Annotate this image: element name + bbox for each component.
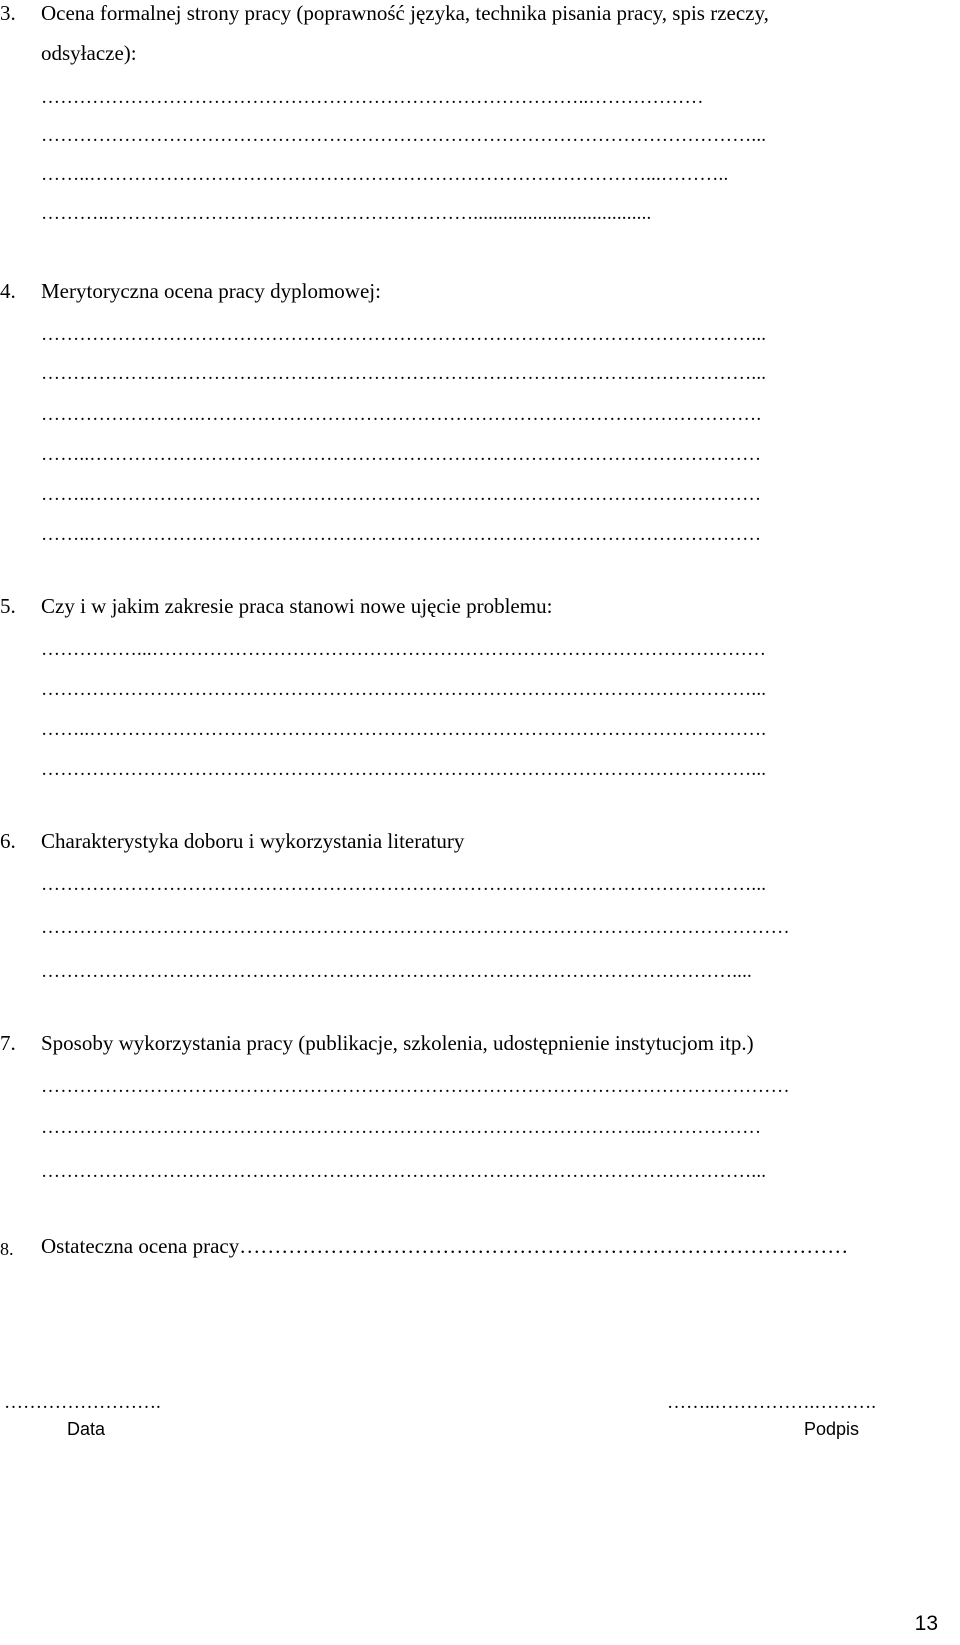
date-line[interactable]: ……………………. (4, 1392, 161, 1413)
section-title: Ocena formalnej strony pracy (poprawność języka, technika pisania pracy, spis rzeczy, (41, 1, 769, 25)
section-3-continuation: odsyłacze): (41, 41, 137, 65)
answer-line[interactable]: ……………………………………………………………………………………………………… (41, 918, 790, 938)
signature-line[interactable]: ……..…………….………. (667, 1392, 876, 1413)
answer-line[interactable]: …………………………………………………………………………………………………... (41, 875, 767, 895)
page-number: 13 (914, 1612, 938, 1635)
answer-line[interactable]: ………..………………………………………………….................................... (41, 204, 652, 224)
section-title: Sposoby wykorzystania pracy (publikacje, szkolenia, udostępnienie instytucjom itp.) (41, 1031, 754, 1055)
date-label: Data (67, 1419, 106, 1439)
answer-line[interactable]: …………………………………………………………………………………………………... (41, 325, 767, 345)
section-title: Ostateczna ocena pracy…………………………………………………………………………… (41, 1234, 849, 1258)
section-title: Merytoryczna ocena pracy dyplomowej: (41, 279, 381, 303)
answer-line[interactable]: …………………………………………………………………………………..……………… (41, 1118, 762, 1138)
answer-line[interactable]: …………………….……………………………………………………………………………. (41, 405, 762, 425)
section-number: 4. (0, 279, 16, 303)
section-title: Czy i w jakim zakresie praca stanowi nowe ujęcie problemu: (41, 594, 553, 618)
answer-line[interactable]: ……………...…………………………………………………………………………………… (41, 640, 767, 660)
answer-line[interactable]: …………………………………………………………………………..……………… (41, 88, 704, 108)
answer-line[interactable]: ……..…………………………………………………………………………………………… (41, 525, 762, 545)
section-number: 7. (0, 1031, 16, 1055)
section-title: Charakterystyka doboru i wykorzystania literatury (41, 829, 465, 853)
answer-line[interactable]: ……..…………………………………………………………………………………………… (41, 445, 762, 465)
section-number: 8. (0, 1239, 14, 1259)
signature-label: Podpis (804, 1419, 860, 1439)
section-number: 6. (0, 829, 16, 853)
answer-line[interactable]: ……..…………………………………………………………………………………………… (41, 485, 762, 505)
answer-line[interactable]: ……………………………………………………………………………………………….... (41, 962, 752, 982)
answer-line[interactable]: ……..……………………………………………………………………………………………. (41, 720, 767, 740)
answer-line[interactable]: ……..……………………………………………………………………………...……….. (41, 165, 729, 185)
section-number: 5. (0, 594, 16, 618)
section-number: 3. (0, 1, 16, 25)
answer-line[interactable]: …………………………………………………………………………………………………... (41, 364, 767, 384)
answer-line[interactable]: …………………………………………………………………………………………………... (41, 760, 767, 780)
answer-line[interactable]: …………………………………………………………………………………………………... (41, 1162, 767, 1182)
answer-line[interactable]: ……………………………………………………………………………………………………… (41, 1077, 790, 1097)
answer-line[interactable]: …………………………………………………………………………………………………... (41, 126, 767, 146)
answer-line[interactable]: …………………………………………………………………………………………………... (41, 680, 767, 700)
